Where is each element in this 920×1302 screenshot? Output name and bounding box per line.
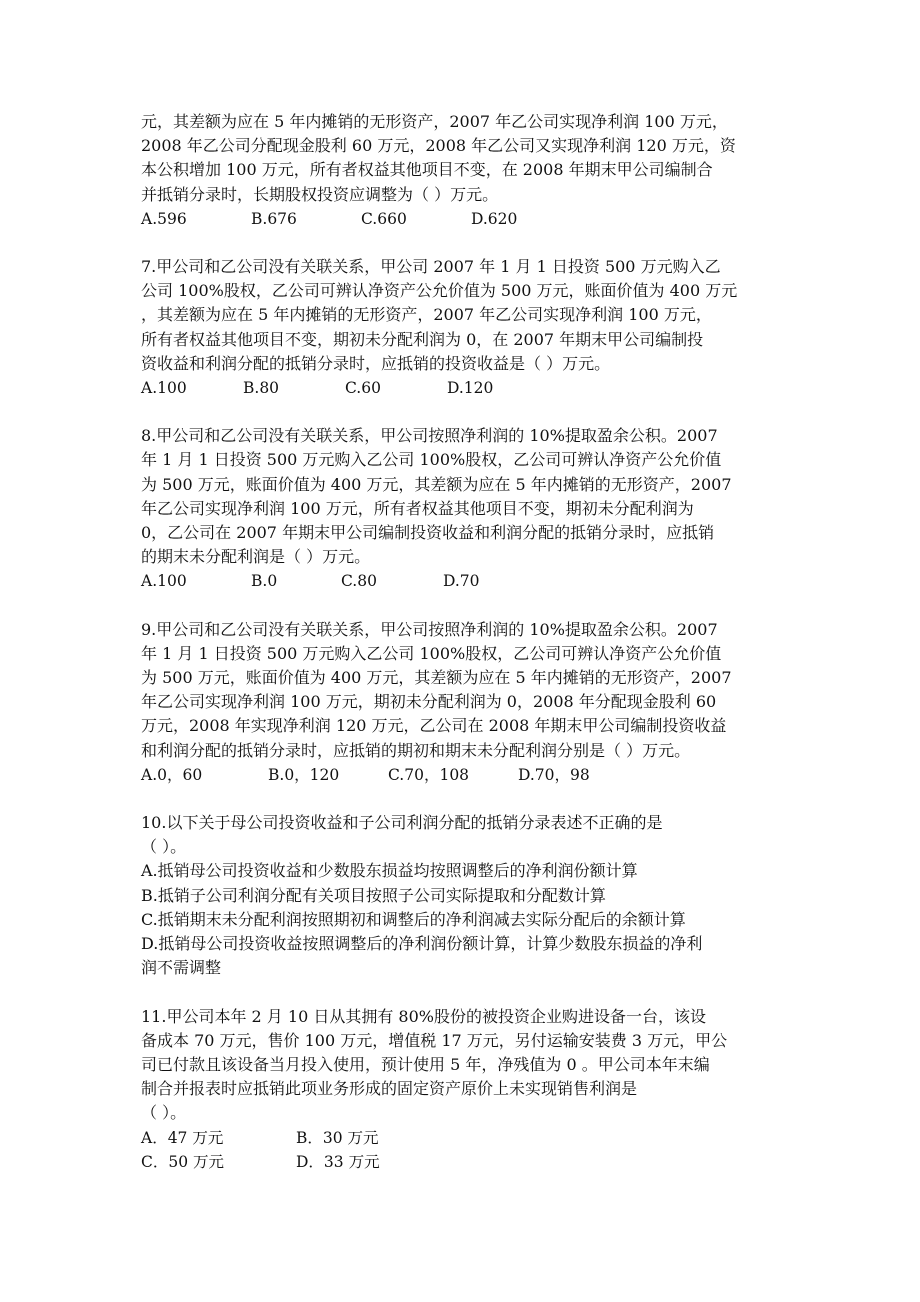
question-6-text [141, 110, 791, 207]
text-line: 万元，2008 年实现净利润 120 万元，乙公司在 2008 年期末甲公司编制投资收益 [141, 716, 727, 736]
question-7-options [141, 376, 791, 400]
option-c: C.80 [341, 572, 377, 591]
question-8-text [141, 424, 791, 569]
text-line: （ ）。 [141, 837, 187, 857]
text-line: 2008 年乙公司分配现金股利 60 万元，2008 年乙公司又实现净利润 120 万元，资 [141, 136, 736, 156]
text-line: 年乙公司实现净利润 100 万元，所有者权益其他项目不变，期初未分配利润为 [141, 498, 694, 518]
question-9-text [141, 618, 791, 763]
text-line: 的期末未分配利润是（ ）万元。 [141, 547, 371, 567]
question-11-text [141, 1005, 791, 1126]
text-line: 备成本 70 万元，售价 100 万元，增值税 17 万元，另付运输安装费 3 万元，甲公 [141, 1030, 728, 1050]
option-a: A.100 [141, 379, 187, 398]
text-line: 本公积增加 100 万元，所有者权益其他项目不变，在 2008 年期末甲公司编制合 [141, 160, 713, 180]
question-11-options-row-2 [141, 1150, 791, 1174]
question-10-text [141, 811, 791, 980]
option-a: A.抵销母公司投资收益和少数股东损益均按照调整后的净利润份额计算 [141, 861, 638, 881]
option-b: B.0，120 [268, 765, 340, 784]
text-line: 资收益和利润分配的抵销分录时，应抵销的投资收益是（ ）万元。 [141, 353, 611, 373]
text-line: 司已付款且该设备当月投入使用，预计使用 5 年，净残值为 0 。甲公司本年末编 [141, 1054, 710, 1074]
text-line: 年乙公司实现净利润 100 万元，期初未分配利润为 0，2008 年分配现金股利 60 [141, 692, 717, 712]
option-d: D.70，98 [518, 765, 590, 784]
question-9-options [141, 763, 791, 787]
text-line: 0，乙公司在 2007 年期末甲公司编制投资收益和利润分配的抵销分录时，应抵销 [141, 523, 715, 543]
option-d: D.70 [443, 572, 480, 591]
text-line: 所有者权益其他项目不变，期初未分配利润为 0，在 2007 年期末甲公司编制投 [141, 329, 704, 349]
question-7-text [141, 255, 791, 376]
text-line: ，其差额为应在 5 年内摊销的无形资产，2007 年乙公司实现净利润 100 万元， [141, 305, 712, 325]
question-11-options-row-1 [141, 1126, 791, 1150]
option-b: B.80 [243, 379, 280, 398]
option-d: D.620 [471, 209, 518, 228]
text-line: 年 1 月 1 日投资 500 万元购入乙公司 100%股权，乙公司可辨认净资产公允价值 [141, 643, 722, 663]
text-line: 制合并报表时应抵销此项业务形成的固定资产原价上未实现销售利润是 [141, 1079, 638, 1099]
text-line: 10.以下关于母公司投资收益和子公司利润分配的抵销分录表述不正确的是 [141, 813, 663, 833]
question-6-options [141, 207, 791, 231]
option-b: B.0 [251, 572, 278, 591]
option-a: A.0，60 [141, 765, 203, 784]
text-line: 8.甲公司和乙公司没有关联关系，甲公司按照净利润的 10%提取盈余公积。2007 [141, 426, 718, 446]
option-c: C．50 万元 [141, 1152, 225, 1171]
text-line: 为 500 万元，账面价值为 400 万元，其差额为应在 5 年内摊销的无形资产，2007 [141, 668, 732, 688]
option-c: C.70，108 [388, 765, 470, 784]
text-line: 年 1 月 1 日投资 500 万元购入乙公司 100%股权，乙公司可辨认净资产公允价值 [141, 450, 722, 470]
option-b: B．30 万元 [296, 1128, 379, 1147]
text-line: 为 500 万元，账面价值为 400 万元，其差额为应在 5 年内摊销的无形资产，2007 [141, 474, 732, 494]
text-line: 元，其差额为应在 5 年内摊销的无形资产，2007 年乙公司实现净利润 100 万元， [141, 112, 728, 131]
text-line: 9.甲公司和乙公司没有关联关系，甲公司按照净利润的 10%提取盈余公积。2007 [141, 619, 718, 639]
question-8-options [141, 569, 791, 593]
text-line: 润不需调整 [141, 958, 222, 978]
text-line: 11.甲公司本年 2 月 10 日从其拥有 80%股份的被投资企业购进设备一台，该设 [141, 1006, 706, 1026]
text-line: 公司 100%股权，乙公司可辨认净资产公允价值为 500 万元，账面价值为 400 万元 [141, 281, 738, 301]
text-line: （ ）。 [141, 1103, 187, 1123]
option-a: A.596 [141, 209, 187, 228]
text-line: 并抵销分录时，长期股权投资应调整为（ ）万元。 [141, 184, 499, 204]
option-b: B.抵销子公司利润分配有关项目按照子公司实际提取和分配数计算 [141, 885, 606, 905]
text-line: 7.甲公司和乙公司没有关联关系，甲公司 2007 年 1 月 1 日投资 500 万元购入乙 [141, 257, 721, 277]
option-c: C.60 [345, 379, 381, 398]
option-d: D．33 万元 [296, 1152, 380, 1171]
option-c: C.抵销期末未分配利润按照期初和调整后的净利润减去实际分配后的余额计算 [141, 909, 686, 929]
document-page [141, 110, 791, 1174]
option-d: D.120 [447, 379, 494, 398]
option-b: B.676 [251, 209, 297, 228]
option-c: C.660 [361, 209, 407, 228]
option-d: D.抵销母公司投资收益按照调整后的净利润份额计算，计算少数股东损益的净利 [141, 934, 703, 954]
text-line: 和利润分配的抵销分录时，应抵销的期初和期末未分配利润分别是（ ）万元。 [141, 740, 691, 760]
option-a: A．47 万元 [141, 1128, 224, 1147]
option-a: A.100 [141, 572, 187, 591]
